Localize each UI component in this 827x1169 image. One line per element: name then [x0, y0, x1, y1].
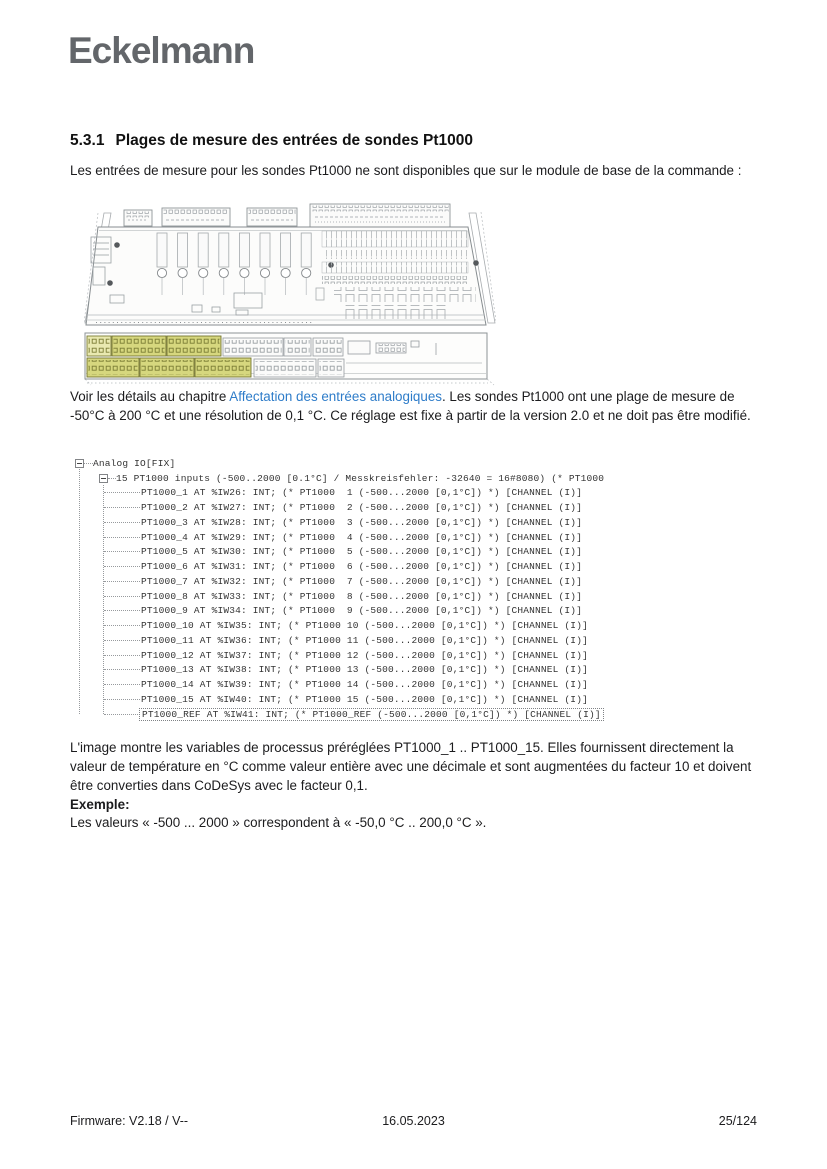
tree-node: PT1000_12 AT %IW37: INT; (* PT1000 12 (-500...2000 [0,1°C]) *) [CHANNEL (I)] [75, 648, 715, 663]
example-text: Les valeurs « -500 ... 2000 » correspondent à « -50,0 °C .. 200,0 °C ». [70, 815, 487, 830]
tree-node: PT1000_9 AT %IW34: INT; (* PT1000 9 (-500...2000 [0,1°C]) *) [CHANNEL (I)] [75, 604, 715, 619]
section-heading [70, 132, 473, 150]
tree-node: PT1000_6 AT %IW31: INT; (* PT1000 6 (-500...2000 [0,1°C]) *) [CHANNEL (I)] [75, 559, 715, 574]
tree-node: PT1000_4 AT %IW29: INT; (* PT1000 4 (-500...2000 [0,1°C]) *) [CHANNEL (I)] [75, 530, 715, 545]
tree-node: PT1000_13 AT %IW38: INT; (* PT1000 13 (-500...2000 [0,1°C]) *) [CHANNEL (I)] [75, 663, 715, 678]
tree-node: PT1000_2 AT %IW27: INT; (* PT1000 2 (-500...2000 [0,1°C]) *) [CHANNEL (I)] [75, 500, 715, 515]
tree-guide-line [79, 469, 80, 714]
paragraph-details [70, 388, 770, 426]
controller-board-diagram [84, 203, 496, 386]
details-text-pre: Voir les détails au chapitre [70, 389, 230, 404]
tree-collapse-icon [99, 474, 108, 483]
code-listing [75, 456, 715, 722]
tree-node: PT1000_15 AT %IW40: INT; (* PT1000 15 (-500...2000 [0,1°C]) *) [CHANNEL (I)] [75, 692, 715, 707]
paragraph-intro: Les entrées de mesure pour les sondes Pt1000 ne sont disponibles que sur le module de base de la commande : [70, 163, 742, 178]
footer-firmware: Firmware: V2.18 / V-- [70, 1114, 189, 1128]
link-analog-inputs-chapter[interactable]: Affectation des entrées analogiques [229, 389, 442, 404]
tree-node-root: Analog IO[FIX] [75, 456, 715, 471]
tree-node-selected: PT1000_REF AT %IW41: INT; (* PT1000_REF (-500...2000 [0,1°C]) *) [CHANNEL (I)] [75, 707, 715, 722]
example-label: Exemple: [70, 797, 130, 812]
tree-collapse-icon [75, 459, 84, 468]
tree-node: PT1000_8 AT %IW33: INT; (* PT1000 8 (-500...2000 [0,1°C]) *) [CHANNEL (I)] [75, 589, 715, 604]
section-number: 5.3.1 [70, 132, 105, 149]
company-logo: Eckelmann [68, 30, 255, 71]
tree-node: PT1000_10 AT %IW35: INT; (* PT1000 10 (-500...2000 [0,1°C]) *) [CHANNEL (I)] [75, 618, 715, 633]
details-text-post: . Les sondes Pt1000 ont une plage de mesure de -50°C à 200 °C et une résolution de 0,1 °C. Ce réglage est fixe à partir de la version 2.0 et ne doit pas être modifié. [70, 389, 751, 423]
footer-date: 16.05.2023 [382, 1114, 445, 1128]
tree-node: PT1000_5 AT %IW30: INT; (* PT1000 5 (-500...2000 [0,1°C]) *) [CHANNEL (I)] [75, 545, 715, 560]
tree-node: PT1000_11 AT %IW36: INT; (* PT1000 11 (-500...2000 [0,1°C]) *) [CHANNEL (I)] [75, 633, 715, 648]
tree-node: PT1000_3 AT %IW28: INT; (* PT1000 3 (-500...2000 [0,1°C]) *) [CHANNEL (I)] [75, 515, 715, 530]
tree-node: PT1000_7 AT %IW32: INT; (* PT1000 7 (-500...2000 [0,1°C]) *) [CHANNEL (I)] [75, 574, 715, 589]
tree-node-group: 15 PT1000 inputs (-500..2000 [0.1°C] / Messkreisfehler: -32640 = 16#8080) (* PT1000 [75, 471, 715, 486]
paragraph-image-description: L'image montre les variables de processus préréglées PT1000_1 .. PT1000_15. Elles fournissent directement la valeur de température en °C comme valeur entière avec une décimale et sont augmentées du facteur 10 et doivent être converties dans CoDeSys avec le facteur 0,1. [70, 740, 752, 793]
tree-node: PT1000_14 AT %IW39: INT; (* PT1000 14 (-500...2000 [0,1°C]) *) [CHANNEL (I)] [75, 677, 715, 692]
footer-page-number: 25/124 [718, 1114, 757, 1128]
tree-guide-line [103, 485, 104, 714]
section-title: Plages de mesure des entrées de sondes Pt1000 [115, 132, 474, 149]
tree-node: PT1000_1 AT %IW26: INT; (* PT1000 1 (-500...2000 [0,1°C]) *) [CHANNEL (I)] [75, 486, 715, 501]
